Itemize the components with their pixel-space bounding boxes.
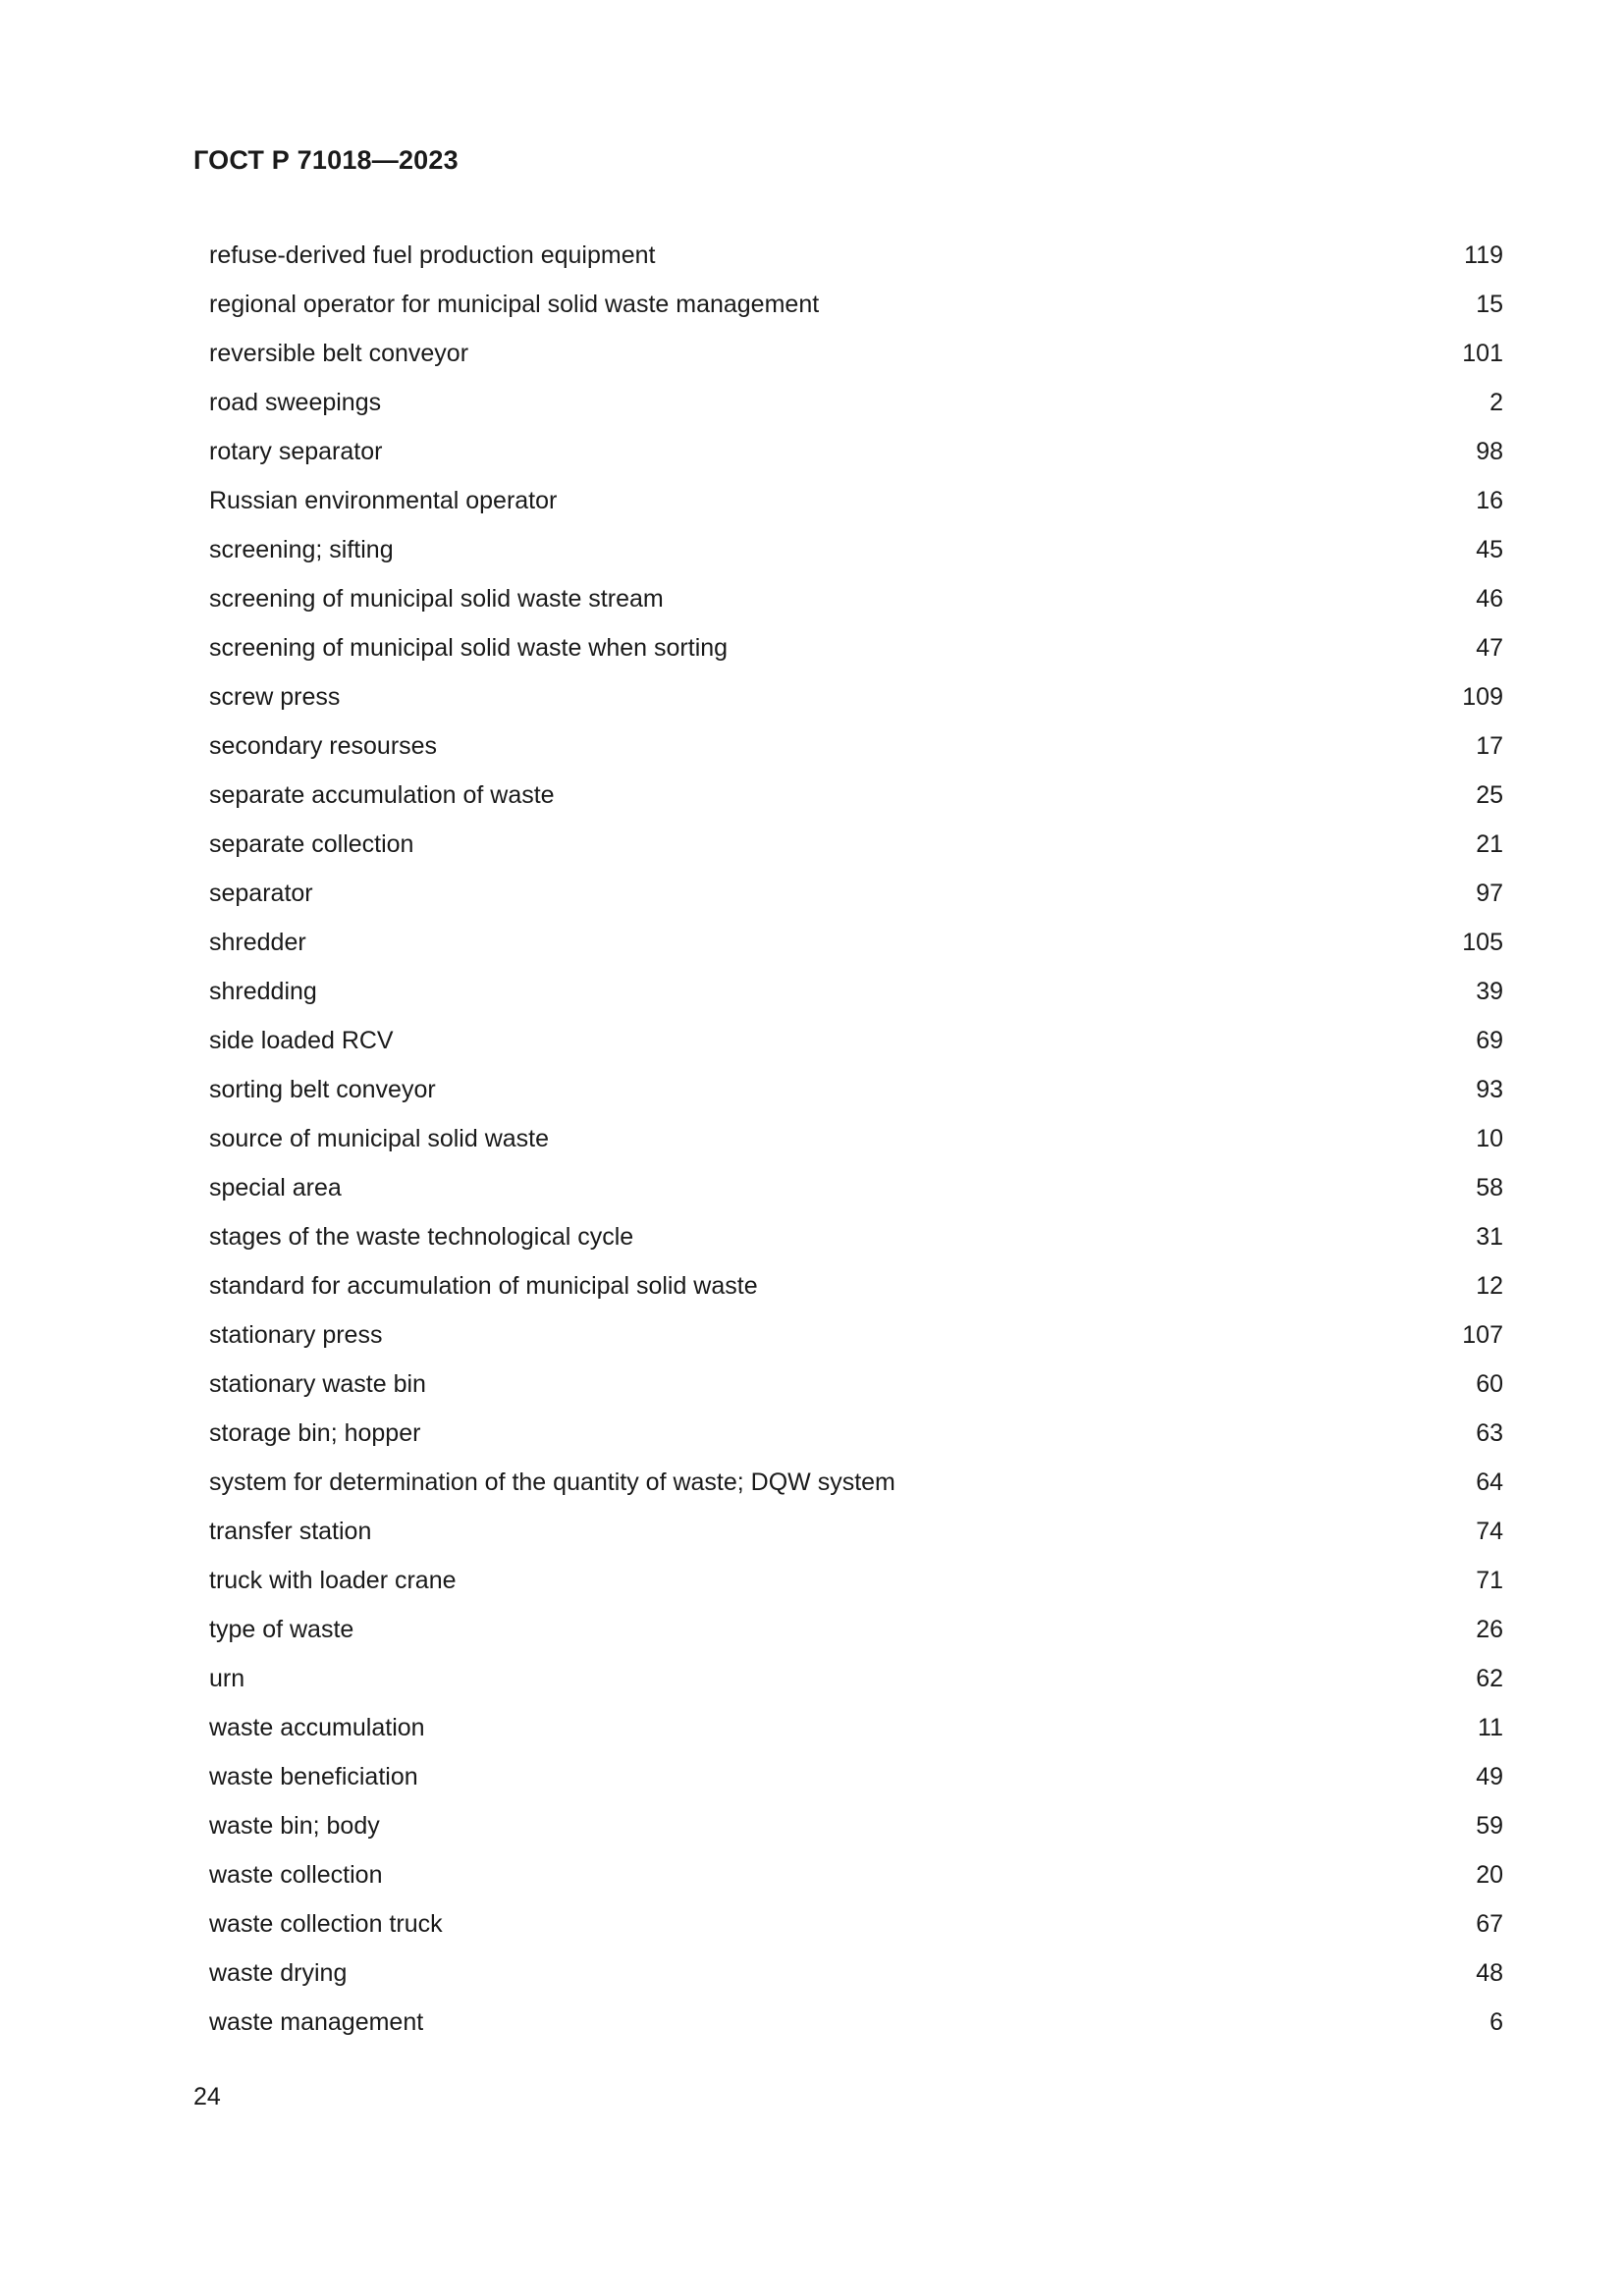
index-term-number: 20 [1476, 1860, 1503, 1889]
index-term: Russian environmental operator [209, 486, 558, 514]
index-row [209, 1458, 1503, 1507]
index-term: separator [209, 879, 313, 907]
index-term-number: 39 [1476, 977, 1503, 1005]
index-term-number: 109 [1462, 682, 1503, 711]
index-term-number: 71 [1476, 1566, 1503, 1594]
index-term: shredding [209, 977, 317, 1005]
index-row [209, 1310, 1503, 1360]
index-term-number: 63 [1476, 1418, 1503, 1447]
index-term: source of municipal solid waste [209, 1124, 549, 1152]
index-row [209, 280, 1503, 329]
index-term-number: 107 [1462, 1320, 1503, 1349]
index-term-number: 67 [1476, 1909, 1503, 1938]
index-term: waste management [209, 2007, 424, 2036]
index-term: stationary waste bin [209, 1369, 426, 1398]
index-row [209, 1261, 1503, 1310]
index-term: storage bin; hopper [209, 1418, 421, 1447]
index-term-number: 98 [1476, 437, 1503, 465]
index-row [209, 1556, 1503, 1605]
index-term: shredder [209, 928, 306, 956]
index-term: waste drying [209, 1958, 348, 1987]
index-term-number: 10 [1476, 1124, 1503, 1152]
index-term: separate collection [209, 829, 414, 858]
index-row [209, 329, 1503, 378]
index-row [209, 771, 1503, 820]
index-term-number: 2 [1489, 388, 1503, 416]
index-term: waste bin; body [209, 1811, 380, 1840]
index-term: waste collection [209, 1860, 383, 1889]
index-row [209, 476, 1503, 525]
index-term: waste collection truck [209, 1909, 443, 1938]
index-row [209, 574, 1503, 623]
index-term-number: 45 [1476, 535, 1503, 563]
index-term: transfer station [209, 1517, 372, 1545]
index-term-number: 69 [1476, 1026, 1503, 1054]
index-term-number: 46 [1476, 584, 1503, 613]
index-term: road sweepings [209, 388, 382, 416]
index-term: screening; sifting [209, 535, 394, 563]
index-term-number: 74 [1476, 1517, 1503, 1545]
index-term-number: 21 [1476, 829, 1503, 858]
index-term: side loaded RCV [209, 1026, 394, 1054]
index-row [209, 1065, 1503, 1114]
index-row [209, 672, 1503, 721]
index-row [209, 1752, 1503, 1801]
index-term: stationary press [209, 1320, 383, 1349]
index-row [209, 427, 1503, 476]
index-term-number: 26 [1476, 1615, 1503, 1643]
index-term-number: 97 [1476, 879, 1503, 907]
index-row [209, 869, 1503, 918]
index-term: special area [209, 1173, 342, 1201]
index-term-number: 60 [1476, 1369, 1503, 1398]
index-term-number: 93 [1476, 1075, 1503, 1103]
index-term-number: 64 [1476, 1468, 1503, 1496]
index-term-number: 105 [1462, 928, 1503, 956]
index-term-number: 16 [1476, 486, 1503, 514]
index-term: system for determination of the quantity of waste; DQW system [209, 1468, 895, 1496]
index-term-number: 25 [1476, 780, 1503, 809]
index-row [209, 1801, 1503, 1850]
index-term: screw press [209, 682, 341, 711]
index-term: truck with loader crane [209, 1566, 457, 1594]
index-term-number: 62 [1476, 1664, 1503, 1692]
index-term-number: 101 [1462, 339, 1503, 367]
index-row [209, 1360, 1503, 1409]
index-term: urn [209, 1664, 245, 1692]
index-row [209, 1507, 1503, 1556]
index-term-number: 15 [1476, 290, 1503, 318]
index-term-number: 17 [1476, 731, 1503, 760]
index-term: screening of municipal solid waste stream [209, 584, 664, 613]
index-term-number: 59 [1476, 1811, 1503, 1840]
index-row [209, 1409, 1503, 1458]
alphabetical-index [209, 231, 1503, 2047]
index-row [209, 378, 1503, 427]
index-term: waste accumulation [209, 1713, 425, 1741]
index-term: refuse-derived fuel production equipment [209, 240, 656, 269]
index-term: waste beneficiation [209, 1762, 418, 1790]
index-row [209, 623, 1503, 672]
index-row [209, 1654, 1503, 1703]
index-term: secondary resourses [209, 731, 438, 760]
index-term-number: 6 [1489, 2007, 1503, 2036]
index-term: regional operator for municipal solid waste management [209, 290, 820, 318]
index-term: screening of municipal solid waste when sorting [209, 633, 729, 662]
index-term-number: 49 [1476, 1762, 1503, 1790]
index-row [209, 820, 1503, 869]
index-row [209, 1949, 1503, 1998]
index-row [209, 1703, 1503, 1752]
index-row [209, 1899, 1503, 1949]
document-header: ГОСТ Р 71018—2023 [193, 145, 459, 175]
index-term-number: 119 [1464, 240, 1503, 269]
index-term: reversible belt conveyor [209, 339, 469, 367]
index-term-number: 58 [1476, 1173, 1503, 1201]
index-row [209, 1114, 1503, 1163]
index-term-number: 11 [1478, 1713, 1503, 1741]
index-row [209, 1016, 1503, 1065]
index-term-number: 12 [1476, 1271, 1503, 1300]
index-row [209, 1998, 1503, 2047]
index-row [209, 918, 1503, 967]
index-term-number: 47 [1476, 633, 1503, 662]
index-row [209, 525, 1503, 574]
index-row [209, 1605, 1503, 1654]
index-row [209, 1163, 1503, 1212]
index-term: separate accumulation of waste [209, 780, 555, 809]
index-row [209, 231, 1503, 280]
index-row [209, 967, 1503, 1016]
index-term: stages of the waste technological cycle [209, 1222, 634, 1251]
index-row [209, 721, 1503, 771]
index-row [209, 1212, 1503, 1261]
index-term: rotary separator [209, 437, 383, 465]
page-number: 24 [193, 2083, 221, 2110]
index-term: standard for accumulation of municipal solid waste [209, 1271, 758, 1300]
index-term-number: 48 [1476, 1958, 1503, 1987]
index-term: type of waste [209, 1615, 354, 1643]
index-row [209, 1850, 1503, 1899]
index-term: sorting belt conveyor [209, 1075, 436, 1103]
index-term-number: 31 [1476, 1222, 1503, 1251]
